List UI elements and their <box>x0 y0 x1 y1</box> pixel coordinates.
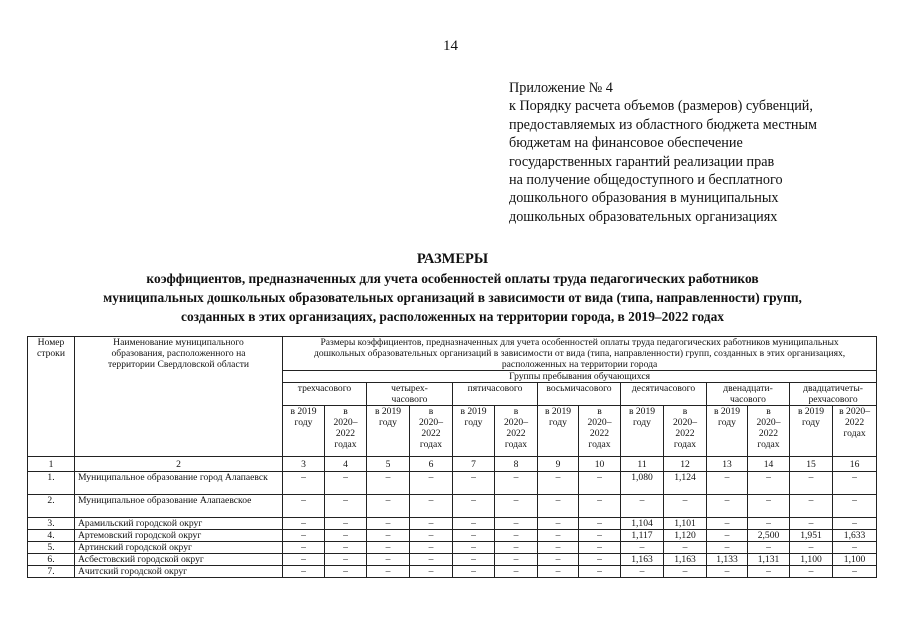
coefficient-value: – <box>283 542 325 554</box>
table-row <box>28 542 877 554</box>
coefficient-value: – <box>453 472 495 495</box>
coefficient-value: – <box>283 554 325 566</box>
header-year-2020-2022: в 2020–2022 годах <box>410 406 453 457</box>
table-row <box>28 554 877 566</box>
column-number: 9 <box>538 457 579 472</box>
row-number: 5. <box>28 542 75 554</box>
coefficient-value: – <box>453 495 495 518</box>
coefficient-value: – <box>410 530 453 542</box>
header-row-number: Номер строки <box>28 337 75 457</box>
coefficient-value: – <box>367 472 410 495</box>
header-group: десятичасового <box>621 383 707 406</box>
coefficient-value: – <box>495 530 538 542</box>
coefficient-value: – <box>621 495 664 518</box>
coefficient-value: – <box>833 472 877 495</box>
document-title <box>0 250 905 326</box>
coefficient-value: – <box>325 495 367 518</box>
header-groups: Группы пребывания обучающихся <box>283 371 877 383</box>
coefficient-value: – <box>325 542 367 554</box>
title-subline: муниципальных дошкольных образовательных организаций в зависимости от вида (типа, направленности) групп, <box>103 290 802 305</box>
header-group: двенадцати-часового <box>707 383 790 406</box>
coefficient-value: – <box>748 566 790 578</box>
appendix-line: дошкольного образования в муниципальных <box>509 190 779 207</box>
coefficient-value: – <box>707 472 748 495</box>
coefficient-value: 1,163 <box>664 554 707 566</box>
coefficient-value: 1,104 <box>621 518 664 530</box>
coefficient-value: – <box>790 566 833 578</box>
appendix-line: бюджетам на финансовое обеспечение <box>509 135 743 152</box>
coefficient-value: – <box>325 554 367 566</box>
column-number: 2 <box>75 457 283 472</box>
coefficient-value: – <box>325 518 367 530</box>
coefficient-value: – <box>833 566 877 578</box>
coefficient-value: – <box>325 472 367 495</box>
column-number-row <box>28 457 877 472</box>
header-year-2019: в 2019 году <box>538 406 579 457</box>
column-number: 13 <box>707 457 748 472</box>
row-number: 3. <box>28 518 75 530</box>
coefficient-value: 1,080 <box>621 472 664 495</box>
coefficient-value: – <box>579 542 621 554</box>
coefficient-value: – <box>453 566 495 578</box>
coefficients-table <box>27 336 877 578</box>
coefficient-value: – <box>410 518 453 530</box>
row-number: 2. <box>28 495 75 518</box>
coefficient-value: – <box>453 554 495 566</box>
coefficient-value: – <box>664 566 707 578</box>
header-year-2020-2022: в 2020–2022 годах <box>748 406 790 457</box>
coefficient-value: 1,120 <box>664 530 707 542</box>
coefficient-value: – <box>621 566 664 578</box>
coefficient-value: – <box>790 495 833 518</box>
table-row <box>28 530 877 542</box>
table-row <box>28 472 877 495</box>
coefficient-value: – <box>707 566 748 578</box>
header-group: четырех-часового <box>367 383 453 406</box>
table-row <box>28 566 877 578</box>
coefficient-value: – <box>790 542 833 554</box>
row-number: 4. <box>28 530 75 542</box>
row-number: 1. <box>28 472 75 495</box>
municipality-name: Артинский городской округ <box>75 542 283 554</box>
coefficient-value: 1,131 <box>748 554 790 566</box>
coefficient-value: – <box>833 495 877 518</box>
title-subline: созданных в этих организациях, расположенных на территории города, в 2019–2022 годах <box>181 309 724 324</box>
coefficient-value: – <box>325 566 367 578</box>
coefficient-value: – <box>325 530 367 542</box>
header-year-2020-2022: в 2020–2022 годах <box>495 406 538 457</box>
coefficient-value: – <box>367 554 410 566</box>
coefficient-value: – <box>367 495 410 518</box>
coefficient-value: – <box>453 542 495 554</box>
header-year-2019: в 2019 году <box>707 406 748 457</box>
column-number: 6 <box>410 457 453 472</box>
coefficient-value: – <box>707 530 748 542</box>
coefficient-value: – <box>707 495 748 518</box>
column-number: 16 <box>833 457 877 472</box>
column-number: 11 <box>621 457 664 472</box>
header-year-2019: в 2019 году <box>283 406 325 457</box>
coefficient-value: – <box>538 554 579 566</box>
coefficient-value: – <box>410 554 453 566</box>
header-group: двадцатичеты-рехчасового <box>790 383 877 406</box>
coefficient-value: – <box>833 542 877 554</box>
header-year-2019: в 2019 году <box>453 406 495 457</box>
title-subline: коэффициентов, предназначенных для учета особенностей оплаты труда педагогических работников <box>146 271 759 286</box>
header-group: трехчасового <box>283 383 367 406</box>
header-year-2019: в 2019 году <box>790 406 833 457</box>
coefficient-value: – <box>367 542 410 554</box>
coefficient-value: – <box>495 518 538 530</box>
coefficient-value: 1,100 <box>833 554 877 566</box>
header-municipality-name: Наименование муниципального образования, расположенного на территории Свердловской области <box>75 337 283 457</box>
coefficient-value: – <box>495 495 538 518</box>
coefficient-value: – <box>453 530 495 542</box>
header-year-2020-2022: в 2020–2022 годах <box>325 406 367 457</box>
header-year-2020-2022: в 2020–2022 годах <box>833 406 877 457</box>
coefficient-value: 1,124 <box>664 472 707 495</box>
column-number: 3 <box>283 457 325 472</box>
coefficient-value: – <box>790 518 833 530</box>
coefficient-value: – <box>453 518 495 530</box>
coefficient-value: – <box>495 554 538 566</box>
municipality-name: Муниципальное образование город Алапаевск <box>75 472 283 495</box>
coefficient-value: 1,133 <box>707 554 748 566</box>
coefficient-value: – <box>495 472 538 495</box>
coefficient-value: – <box>579 530 621 542</box>
coefficient-value: – <box>410 495 453 518</box>
coefficient-value: – <box>707 542 748 554</box>
column-number: 4 <box>325 457 367 472</box>
coefficient-value: 1,117 <box>621 530 664 542</box>
coefficient-value: – <box>748 495 790 518</box>
coefficient-value: – <box>538 495 579 518</box>
coefficient-value: 1,951 <box>790 530 833 542</box>
table-row <box>28 518 877 530</box>
column-number: 5 <box>367 457 410 472</box>
column-number: 15 <box>790 457 833 472</box>
coefficient-value: – <box>283 518 325 530</box>
row-number: 7. <box>28 566 75 578</box>
appendix-line: к Порядку расчета объемов (размеров) субвенций, <box>509 98 813 115</box>
municipality-name: Арамильский городской округ <box>75 518 283 530</box>
municipality-name: Асбестовский городской округ <box>75 554 283 566</box>
header-coefficient-sizes: Размеры коэффициентов, предназначенных для учета особенностей оплаты труда педагогических работников муниципальных дошкольных образовательных организаций в зависимости от вида (типа, направленности) групп, созданных в этих организациях, расположенных на территории города <box>283 337 877 371</box>
coefficient-value: – <box>579 518 621 530</box>
appendix-line: предоставляемых из областного бюджета местным <box>509 116 818 133</box>
coefficient-value: – <box>579 495 621 518</box>
coefficient-value: – <box>833 518 877 530</box>
header-year-2020-2022: в 2020–2022 годах <box>664 406 707 457</box>
appendix-note <box>509 79 817 226</box>
page-number: 14 <box>443 38 458 54</box>
coefficient-value: 1,633 <box>833 530 877 542</box>
header-group: пятичасового <box>453 383 538 406</box>
coefficient-value: – <box>410 472 453 495</box>
column-number: 10 <box>579 457 621 472</box>
coefficient-value: – <box>748 518 790 530</box>
coefficient-value: 1,100 <box>790 554 833 566</box>
coefficient-value: – <box>283 472 325 495</box>
municipality-name: Ачитский городской округ <box>75 566 283 578</box>
coefficient-value: – <box>664 542 707 554</box>
coefficient-value: – <box>748 472 790 495</box>
coefficient-value: – <box>283 566 325 578</box>
column-number: 8 <box>495 457 538 472</box>
coefficient-value: – <box>538 542 579 554</box>
title-main: РАЗМЕРЫ <box>416 251 489 267</box>
coefficient-value: – <box>579 554 621 566</box>
coefficient-value: – <box>664 495 707 518</box>
column-number: 1 <box>28 457 75 472</box>
appendix-line: Приложение № 4 <box>509 80 613 96</box>
coefficient-value: – <box>579 566 621 578</box>
coefficient-value: – <box>367 518 410 530</box>
coefficient-value: – <box>367 530 410 542</box>
appendix-line: государственных гарантий реализации прав <box>509 153 775 170</box>
municipality-name: Артемовский городской округ <box>75 530 283 542</box>
coefficient-value: – <box>538 566 579 578</box>
column-number: 12 <box>664 457 707 472</box>
header-year-2019: в 2019 году <box>621 406 664 457</box>
coefficient-value: – <box>410 542 453 554</box>
coefficient-value: – <box>283 530 325 542</box>
coefficient-value: – <box>495 542 538 554</box>
header-group: восьмичасового <box>538 383 621 406</box>
coefficient-value: – <box>367 566 410 578</box>
coefficient-value: – <box>621 542 664 554</box>
coefficient-value: 1,163 <box>621 554 664 566</box>
coefficient-value: – <box>579 472 621 495</box>
coefficient-value: – <box>707 518 748 530</box>
coefficient-value: – <box>283 495 325 518</box>
coefficient-value: – <box>790 472 833 495</box>
municipality-name: Муниципальное образование Алапаевское <box>75 495 283 518</box>
header-year-2019: в 2019 году <box>367 406 410 457</box>
column-number: 7 <box>453 457 495 472</box>
row-number: 6. <box>28 554 75 566</box>
coefficient-value: – <box>538 518 579 530</box>
coefficient-value: 1,101 <box>664 518 707 530</box>
table-row <box>28 495 877 518</box>
coefficient-value: – <box>748 542 790 554</box>
column-number: 14 <box>748 457 790 472</box>
coefficient-value: – <box>410 566 453 578</box>
coefficient-value: – <box>495 566 538 578</box>
appendix-line: дошкольных образовательных организациях <box>509 208 778 225</box>
appendix-line: на получение общедоступного и бесплатного <box>509 172 783 189</box>
coefficient-value: – <box>538 530 579 542</box>
coefficient-value: – <box>538 472 579 495</box>
coefficient-value: 2,500 <box>748 530 790 542</box>
header-year-2020-2022: в 2020–2022 годах <box>579 406 621 457</box>
